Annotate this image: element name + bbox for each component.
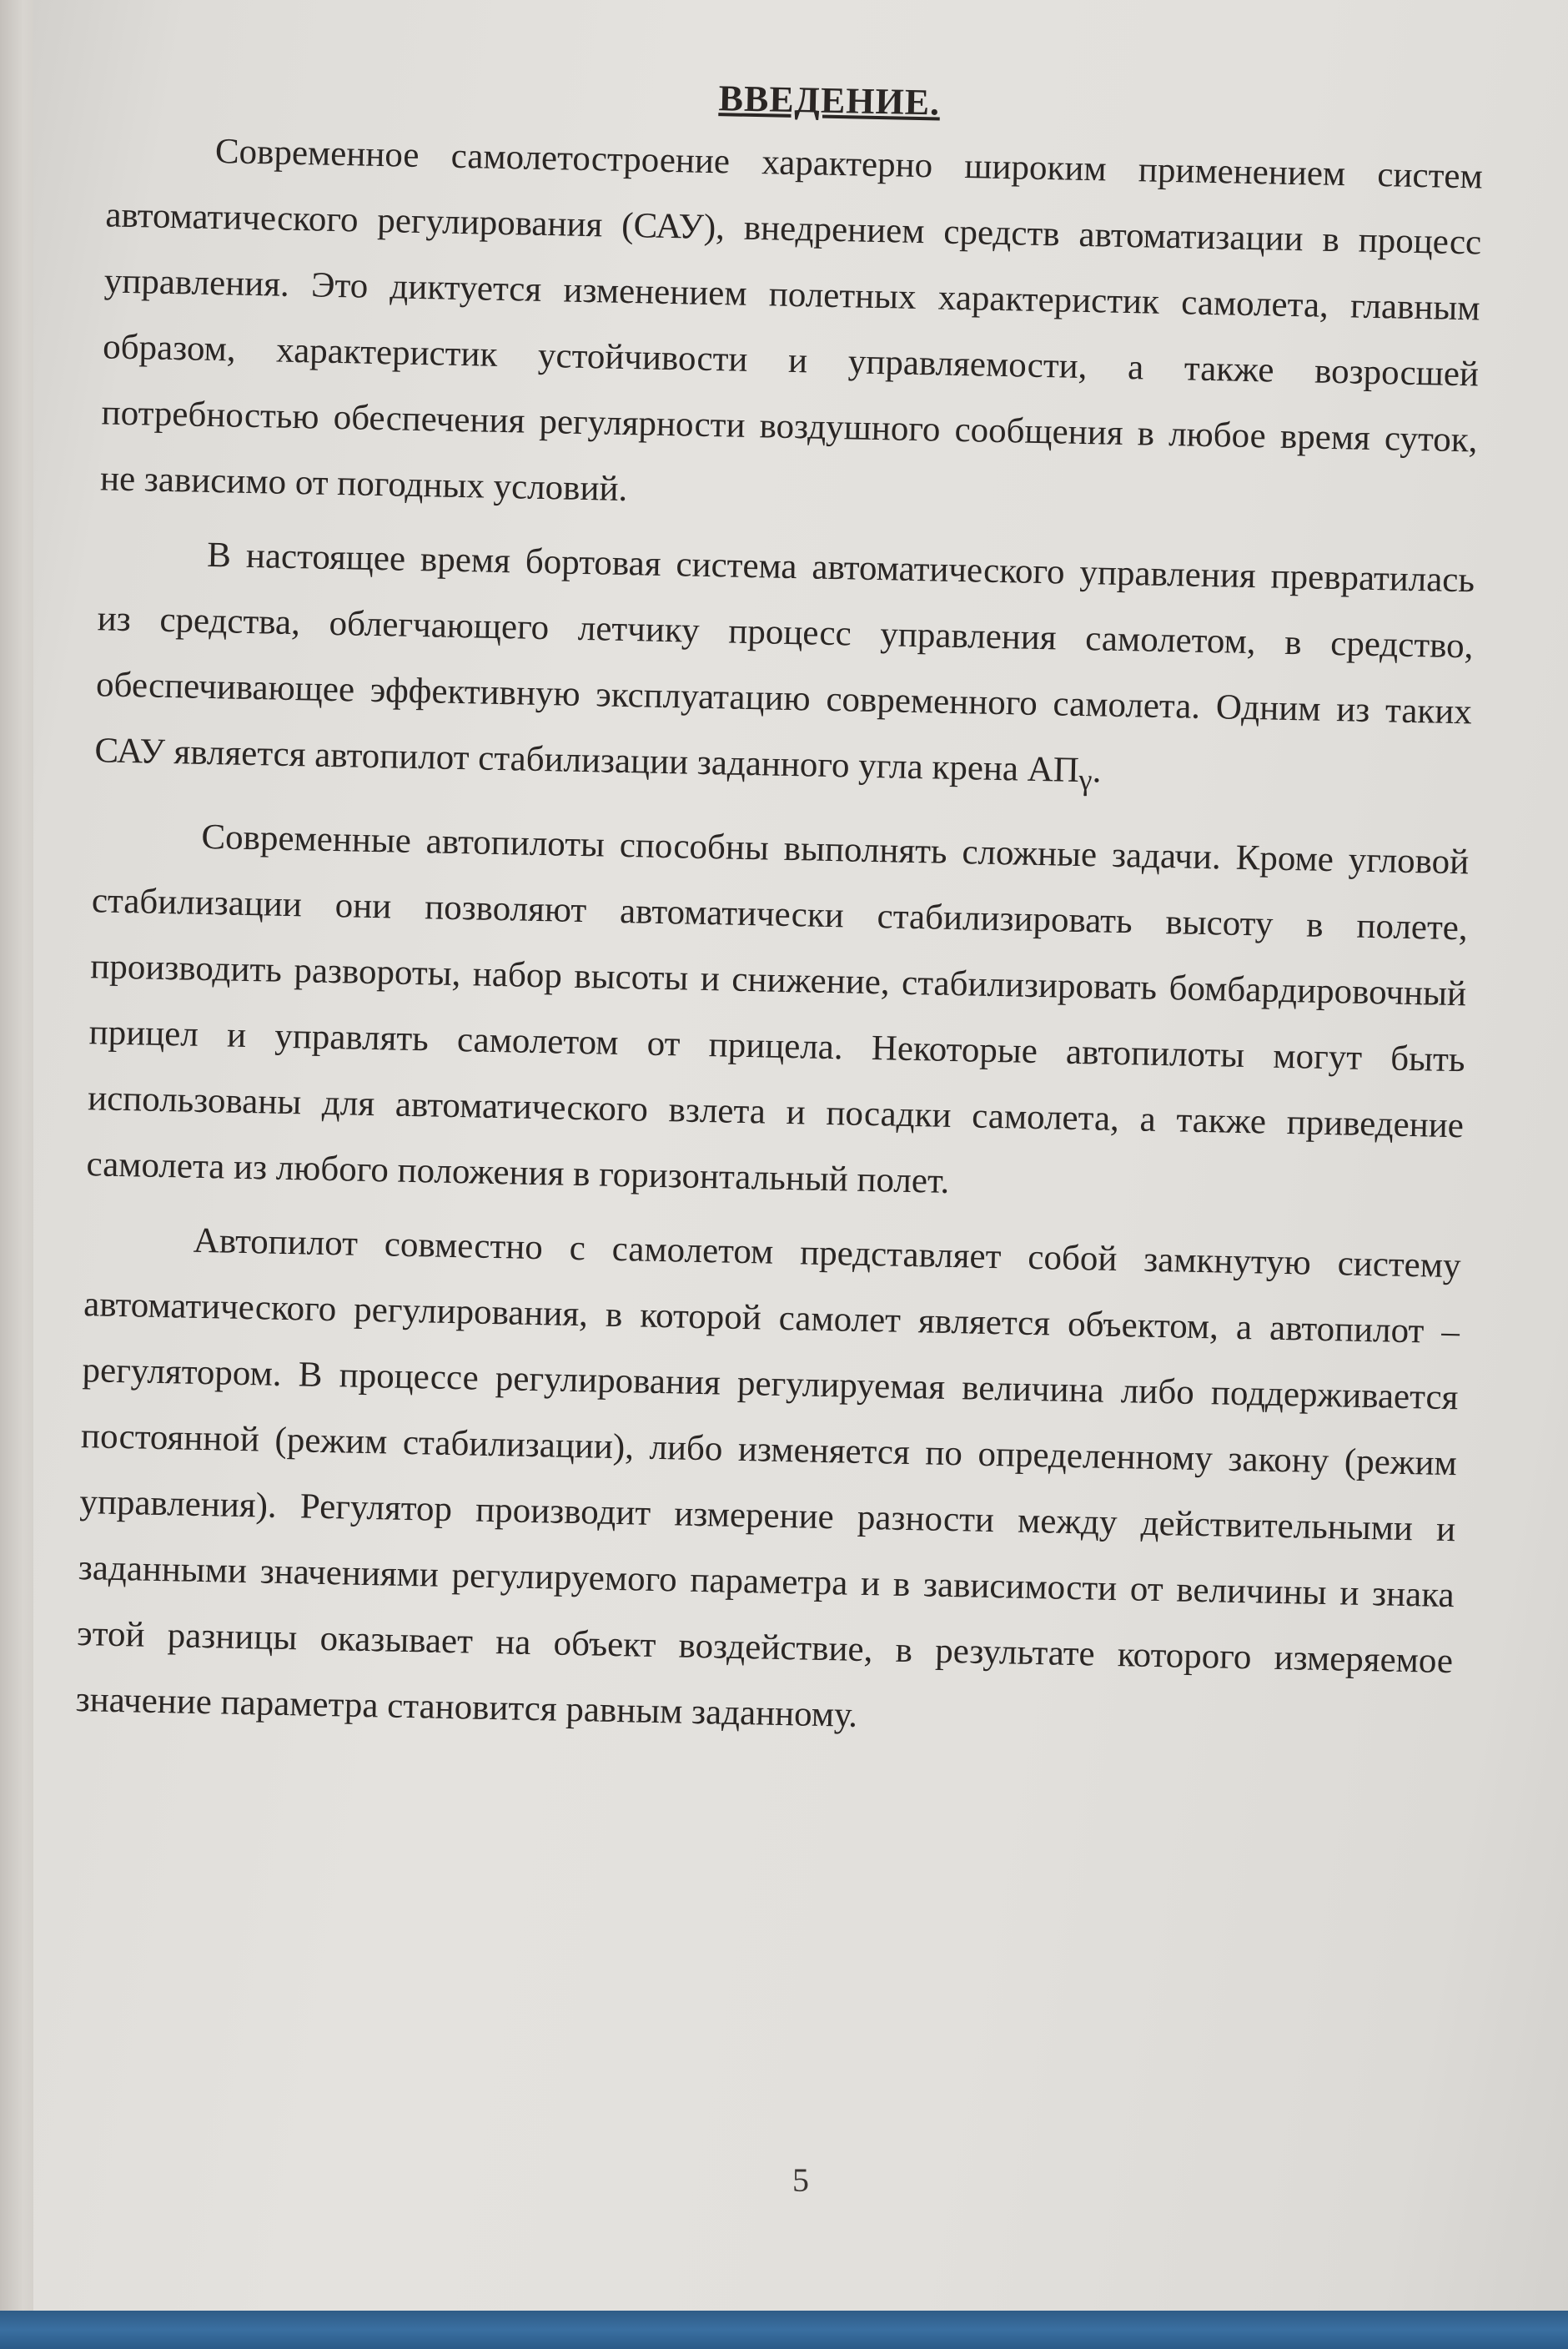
page-number: 5 xyxy=(792,2161,809,2199)
paragraph-2 xyxy=(94,520,1475,821)
paragraph-1: Современное самолетостроение характерно широким применением систем автоматического регулирования (САУ), внедрением средств автоматизации в процесс управления. Это диктуется изменением полетных характеристик самолета, главным образом, характеристик устойчивости и управляемости, а также возросшей потребностью обеспечения регулярности воздушного сообщения в любое время суток, не зависимо от погодных условий. xyxy=(99,132,1484,510)
blue-surface xyxy=(0,2311,1568,2349)
page-text-block xyxy=(75,61,1485,1768)
page-title: ВВЕДЕНИЕ. xyxy=(718,78,941,123)
paragraph-2-end: . xyxy=(1092,751,1102,791)
paragraph-2-text: В настоящее время бортовая система автоматического управления превратилась из средства, облегчающего летчику процесс управления самолетом, в средство, обеспечивающее эффективную эксплуатацию современного самолета. Одним из таких САУ является автопилот стабилизации заданного угла крена АП xyxy=(94,535,1475,790)
paragraph-3: Современные автопилоты способны выполнять сложные задачи. Кроме угловой стабилизации они позволяют автоматически стабилизировать высоту в полете, производить развороты, набор высоты и снижение, стабилизировать бомбардировочный прицел и управлять самолетом от прицела. Некоторые автопилоты могут быть использованы для автоматического взлета и посадки самолета, а также приведение самолета из любого положения в горизонтальный полет. xyxy=(86,817,1470,1201)
paragraph-4: Автопилот совместно с самолетом представляет собой замкнутую систему автоматического регулирования, в которой самолет является объектом, а автопилот – регулятором. В процессе регулирования регулируемая величина либо поддерживается постоянной (режим стабилизации), либо изменяется по определенному закону (режим управления). Регулятор производит измерение разности между действительными и заданными значениями регулируемого параметра и в зависимости от величины и знака этой разницы оказывает на объект воздействие, в результате которого измеряемое значение параметра становится равным заданному. xyxy=(75,1220,1461,1735)
gamma-subscript: γ xyxy=(1078,762,1093,797)
